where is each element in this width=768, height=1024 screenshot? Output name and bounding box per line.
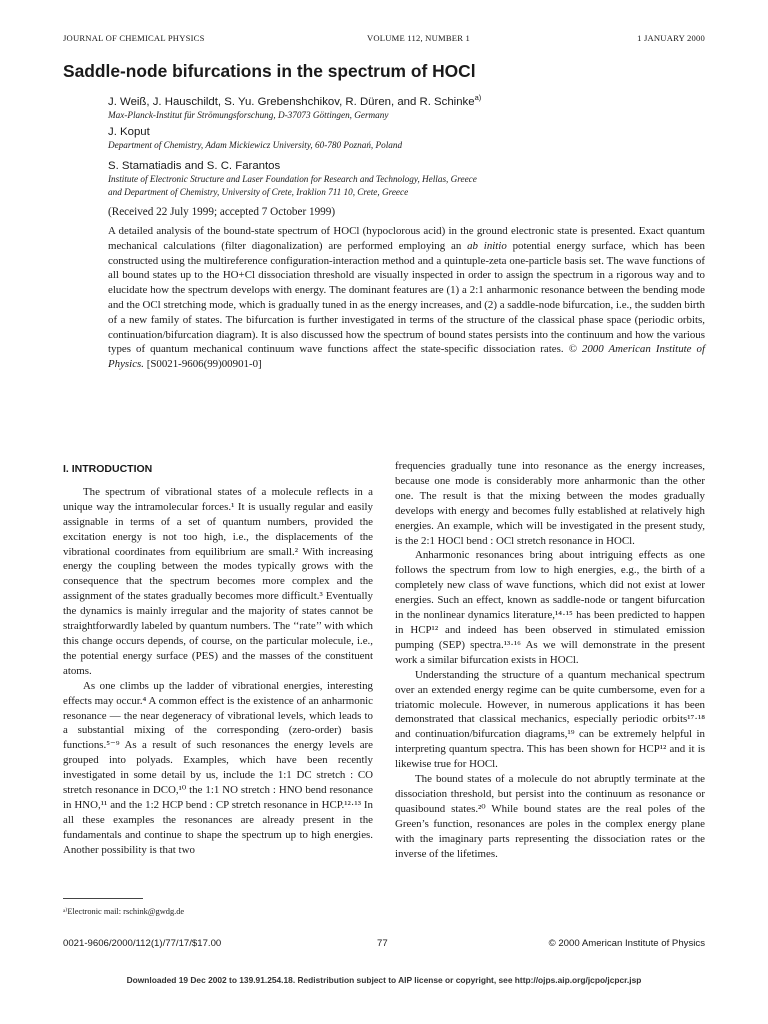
paragraph: frequencies gradually tune into resonance as the energy increases, because one mode is considerably more anharmonic than the other one. The result is that the mixing between the modes gradually develops with energy and becomes fully established at relatively high energies. An example, which will be investigated in the present study, is the 2:1 HOCl bend : OCl stretch resonance in HOCl. xyxy=(395,460,705,547)
affiliation-line-1: Institute of Electronic Structure and Laser Foundation for Research and Technology, Hellas, Greece xyxy=(108,174,477,184)
affiliation: Max-Planck-Institut für Strömungsforschung, D-37073 Göttingen, Germany xyxy=(108,109,389,120)
affiliation-line-2: and Department of Chemistry, University of Crete, Iraklion 711 10, Crete, Greece xyxy=(108,186,409,197)
volume-number: VOLUME 112, NUMBER 1 xyxy=(367,33,470,43)
paragraph: The bound states of a molecule do not abruptly terminate at the dissociation threshold, but persist into the continuum as resonance or quasibound states.²⁰ While bound states are the real poles of the Green’s function, resonances are poles in the complex energy plane with the imaginary parts representing the dissociation rates or the inverse of the lifetimes. xyxy=(395,773,705,860)
footer-copyright: © 2000 American Institute of Physics xyxy=(548,938,705,949)
page-footer xyxy=(63,938,705,952)
author-list xyxy=(108,91,705,109)
paragraph: Understanding the structure of a quantum mechanical spectrum over an extended energy regime can be quite cumbersome, even for a triatomic molecule. However, in numerous applications it has been demonstrated that classical mechanics, especially periodic orbits¹⁷·¹⁸ and continuation/bifurcation diagrams,¹⁹ can be extremely helpful in interpreting quantum spectra. This has been shown for HCP¹² and it is likewise true for HOCl. xyxy=(395,668,705,771)
author-footnote-marker: a) xyxy=(474,93,482,102)
abstract xyxy=(108,224,705,372)
download-notice: Downloaded 19 Dec 2002 to 139.91.254.18. Redistribution subject to AIP license or copyright, see http://ojps.aip.org/jcpo/jcpcr.jsp xyxy=(126,975,642,985)
right-column xyxy=(395,459,705,861)
footnote-rule xyxy=(63,898,143,899)
abstract-copyright: © 2000 American Institute of Physics. xyxy=(108,343,705,371)
article-code: 0021-9606/2000/112(1)/77/17/$17.00 xyxy=(63,938,222,949)
running-head xyxy=(63,33,705,47)
author-names: J. Weiß, J. Hauschildt, S. Yu. Grebenshchikov, R. Düren, and R. Schinke xyxy=(108,95,475,108)
abstract-doi: [S0021-9606(99)00901-0] xyxy=(144,358,262,371)
section-heading: I. INTRODUCTION xyxy=(63,463,153,475)
received-dates: (Received 22 July 1999; accepted 7 October 1999) xyxy=(108,206,336,218)
article-title: Saddle-node bifurcations in the spectrum of HOCl xyxy=(63,61,476,81)
author-names: J. Koput xyxy=(108,126,150,138)
affiliation: Department of Chemistry, Adam Mickiewicz University, 60-780 Poznań, Poland xyxy=(108,140,403,150)
paragraph: As one climbs up the ladder of vibrational energies, interesting effects may occur.⁴ A common effect is the existence of an anharmonic resonance — the near degeneracy of vibrational levels, which leads to a substantial mixing of the corresponding (zero-order) basis functions.⁵⁻⁹ As a result of such resonances the energy levels are grouped into polyads. Examples, which have been recently investigated in some detail by us, include the 1:1 DC stretch : CO stretch resonance in DCO,¹⁰ the 1:1 NO stretch : HNO bend resonance in HNO,¹¹ and the 1:2 HCP bend : CP stretch resonance in HCP.¹²·¹³ In all these examples the resonances are already present in the fundamentals and continue to shape the spectrum up to high energies. Another possibility is that two xyxy=(63,679,373,856)
footnote: ᵃ⁾Electronic mail: rschink@gwdg.de xyxy=(63,907,185,916)
paragraph: Anharmonic resonances bring about intriguing effects as one follows the spectrum from low to high energies, e.g., the birth of a completely new class of wave functions, which did not exist at lower energies. Such an effect, known as saddle-node or tangent bifurcation in the nonlinear dynamics literature,¹⁴·¹⁵ has been predicted to happen in HCP¹² and indeed has been observed in stimulated emission pumping (SEP) spectra.¹³·¹⁶ As we will demonstrate in the present work a similar bifurcation exists in HOCl. xyxy=(395,549,705,666)
paragraph: The spectrum of vibrational states of a molecule reflects in a unique way the intramolecular forces.¹ It is usually regular and easily assignable in terms of a set of quantum numbers, provided the excitation energy is not too high, i.e., the displacements of the vibrational coordinates from equilibrium are small.² With increasing energy the coupling between the modes typically grows with the consequence that the spectrum becomes more complex and the assignment of the states gradually becomes more difficult.³ Eventually the dynamics is mainly irregular and the majority of states cannot be straightforwardly labeled by quantum numbers. The ‘‘rate’’ with which this change occurs depends, of course, on the particular molecule, i.e., the potential energy surface (PES) and the masses of the constituent atoms. xyxy=(63,485,373,677)
page-number: 77 xyxy=(377,938,388,949)
author-group-1 xyxy=(108,91,705,121)
left-column xyxy=(63,459,373,858)
abstract-text-1: A detailed analysis of the bound-state spectrum of HOCl (hypoclorous acid) in the ground electronic state is presented. Exact quantum mechanical calculations (filter diagonalization) are performed employing an xyxy=(108,225,705,252)
author-names: S. Stamatiadis and S. C. Farantos xyxy=(108,160,281,172)
abstract-ab-initio: ab initio xyxy=(467,239,507,252)
author-group-2 xyxy=(108,125,705,152)
journal-name: JOURNAL OF CHEMICAL PHYSICS xyxy=(63,33,205,43)
issue-date: 1 JANUARY 2000 xyxy=(637,33,705,43)
author-group-3 xyxy=(108,159,705,198)
abstract-text-2: potential energy surface, which has been constructed using the multireference configuration-interaction method and a quintuple-zeta one-particle basis set. The wave functions of all bound states up to the HO+Cl dissociation threshold are visually inspected in order to assign the spectrum in a rigorous way and to elucidate how the spectrum develops with energy. The dominant features are (1) a 2:1 anharmonic resonance between the bending mode and the OCl stretching mode, which is gradually tuned in as the energy increases, and (2) a saddle-node bifurcation, i.e., the sudden birth of a new family of states. The bifurcation is further investigated in terms of the structure of the classical phase space (periodic orbits, continuation/bifurcation diagram). It is also discussed how the spectrum of bound states persists into the continuum and how the various types of quantum mechanical continuum wave functions affect the state-specific dissociation rates. xyxy=(108,239,705,356)
